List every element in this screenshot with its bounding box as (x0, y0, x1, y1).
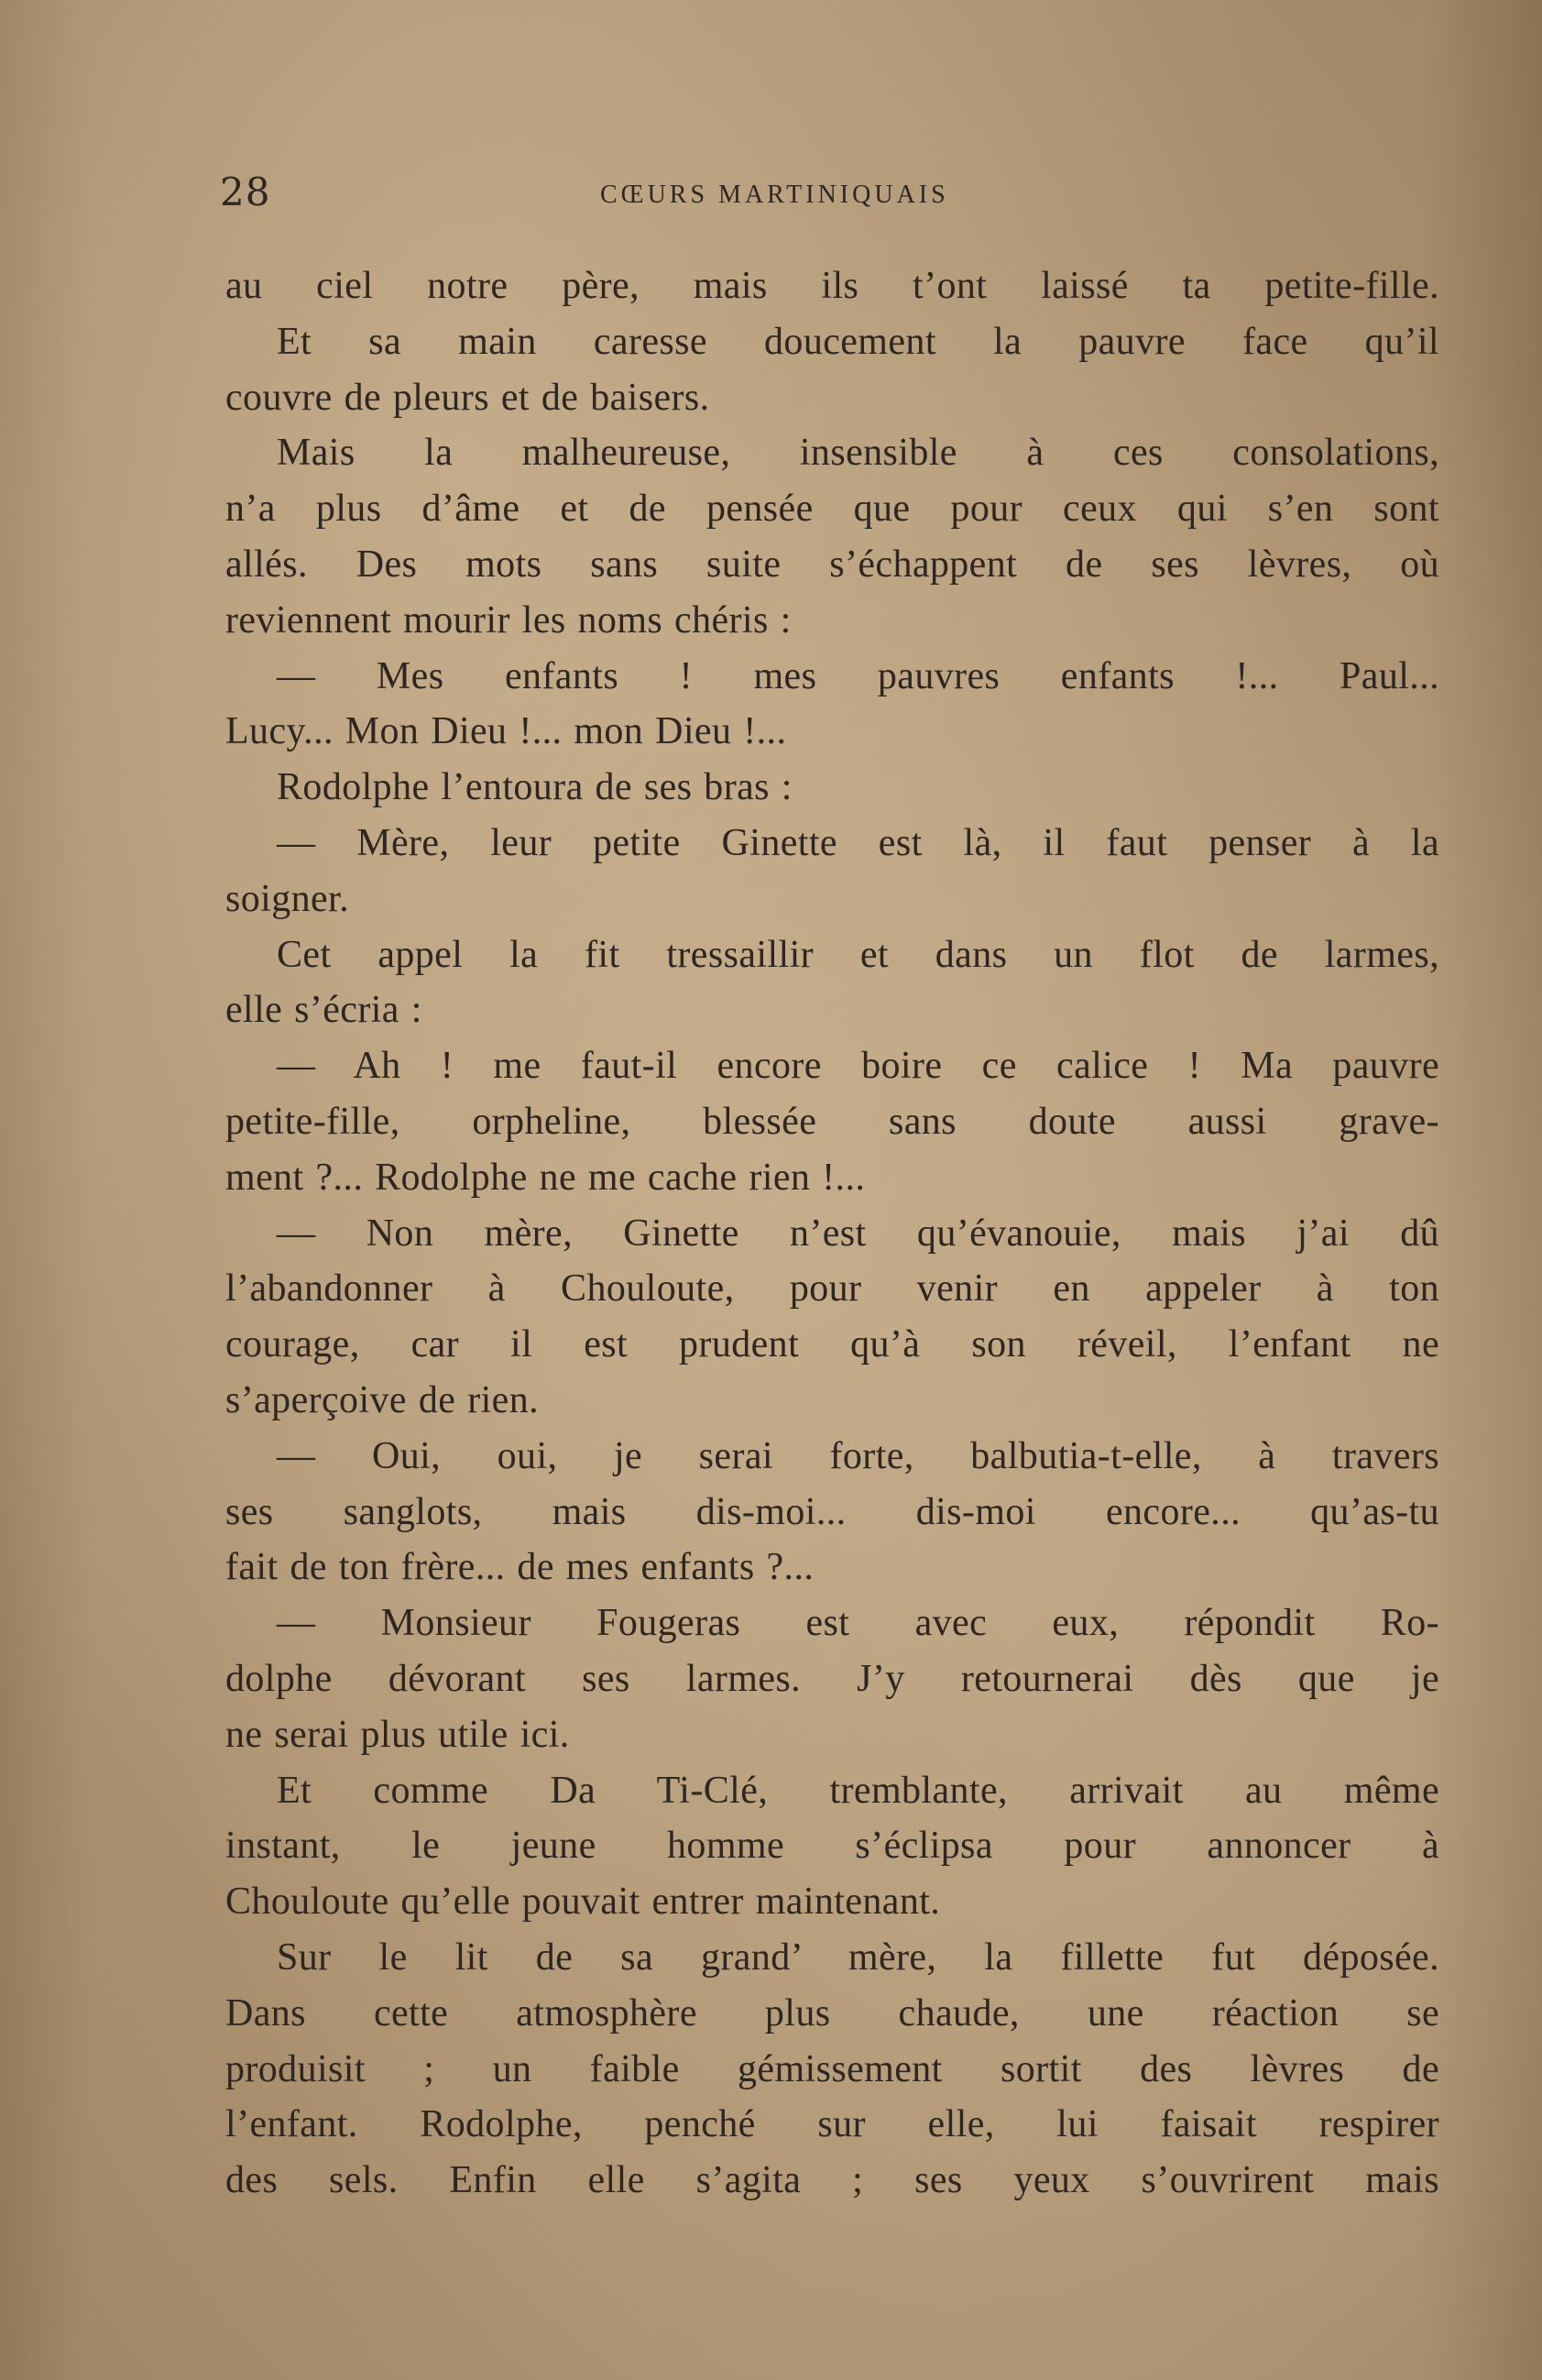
text-line: reviennent mourir les noms chéris : (225, 598, 792, 642)
text-line: — Monsieur Fougeras est avec eux, répondit Ro- (277, 1602, 1439, 1645)
text-line: l’enfant. Rodolphe, penché sur elle, lui faisait respirer (225, 2103, 1439, 2146)
text-line: — Ah ! me faut-il encore boire ce calice ! Ma pauvre (277, 1045, 1439, 1088)
text-line: ment ?... Rodolphe ne me cache rien !... (225, 1156, 866, 1199)
text-line: courage, car il est prudent qu’à son réveil, l’enfant ne (225, 1323, 1439, 1366)
text-line: — Mes enfants ! mes pauvres enfants !... Paul... (277, 654, 1439, 697)
text-line: Chouloute qu’elle pouvait entrer maintenant. (225, 1881, 941, 1924)
text-line: dolphe dévorant ses larmes. J’y retournerai dès que je (225, 1657, 1439, 1700)
text-line: Rodolphe l’entoura de ses bras : (277, 766, 793, 809)
text-line: instant, le jeune homme s’éclipsa pour annoncer à (225, 1825, 1439, 1868)
text-line: ses sanglots, mais dis-moi... dis-moi encore... qu’as-tu (225, 1490, 1439, 1533)
text-line: — Oui, oui, je serai forte, balbutia-t-elle, à travers (277, 1434, 1439, 1477)
text-line: Lucy... Mon Dieu !... mon Dieu !... (225, 710, 787, 753)
text-line: fait de ton frère... de mes enfants ?... (225, 1546, 815, 1589)
text-line: couvre de pleurs et de baisers. (225, 376, 710, 419)
text-line: allés. Des mots sans suite s’échappent de ses lèvres, où (225, 543, 1439, 586)
text-line: Et sa main caresse doucement la pauvre face qu’il (277, 320, 1439, 363)
text-line: Dans cette atmosphère plus chaude, une réaction se (225, 1991, 1439, 2035)
text-line: au ciel notre père, mais ils t’ont laissé ta petite-fille. (225, 265, 1439, 307)
text-line: des sels. Enfin elle s’agita ; ses yeux s’ouvrirent mais (225, 2159, 1439, 2202)
text-line: Et comme Da Ti-Clé, tremblante, arrivait au même (277, 1769, 1439, 1812)
text-line: — Mère, leur petite Ginette est là, il faut penser à la (277, 821, 1439, 864)
text-line: — Non mère, Ginette n’est qu’évanouie, mais j’ai dû (277, 1212, 1439, 1255)
text-line: n’a plus d’âme et de pensée que pour ceux qui s’en sont (225, 488, 1439, 531)
running-title: CŒURS MARTINIQUAIS (600, 181, 949, 209)
text-line: produisit ; un faible gémissement sortit des lèvres de (225, 2047, 1439, 2090)
body-text (225, 258, 1439, 2209)
text-line: ne serai plus utile ici. (225, 1713, 570, 1756)
text-line: Mais la malheureuse, insensible à ces consolations, (277, 432, 1439, 475)
text-line: soigner. (225, 877, 350, 920)
text-line: l’abandonner à Chouloute, pour venir en appeler à ton (225, 1267, 1439, 1311)
text-line: Cet appel la fit tressaillir et dans un flot de larmes, (277, 933, 1439, 976)
page-header (220, 170, 1438, 225)
text-line: petite-fille, orpheline, blessée sans doute aussi grave- (225, 1100, 1439, 1143)
page-number: 28 (220, 170, 271, 214)
text-line: Sur le lit de sa grand’ mère, la fillette fut déposée. (277, 1936, 1439, 1979)
text-line: elle s’écria : (225, 989, 422, 1032)
text-line: s’aperçoive de rien. (225, 1378, 539, 1421)
